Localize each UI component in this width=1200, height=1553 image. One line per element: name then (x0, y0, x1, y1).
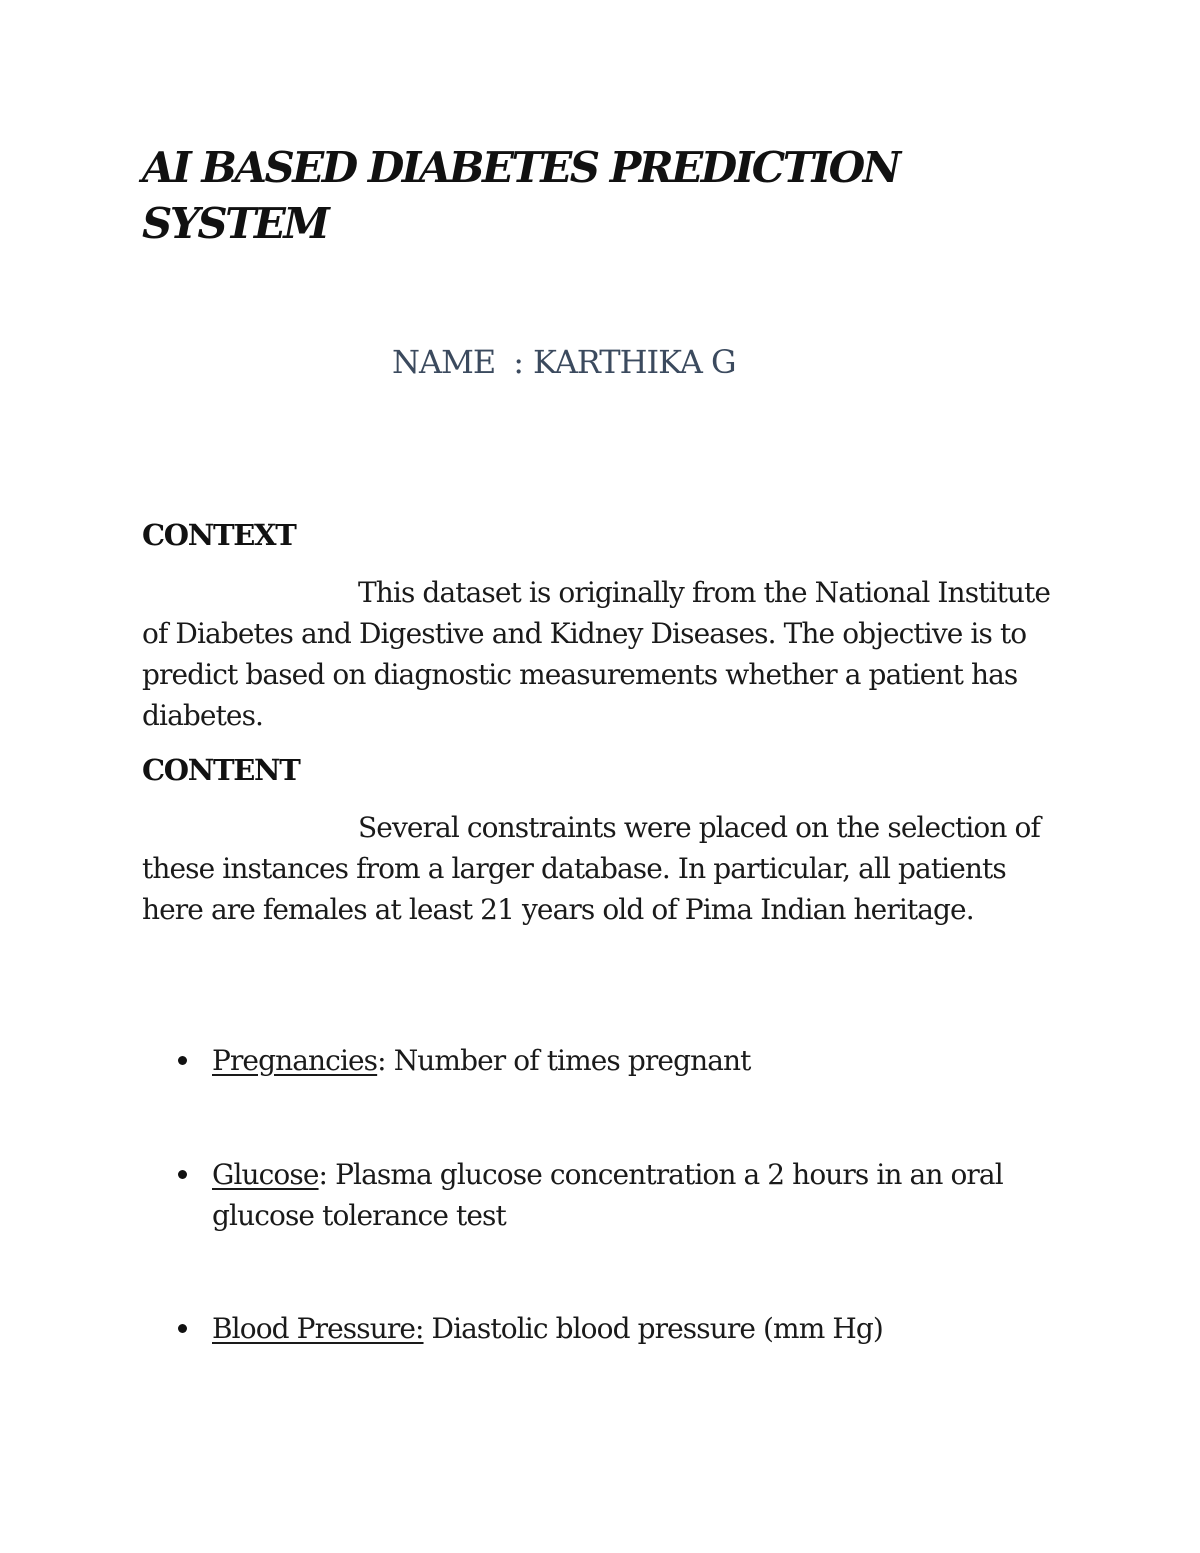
section-heading-content: CONTENT (142, 753, 300, 787)
list-item (142, 1154, 1022, 1236)
document-title: AI BASED DIABETES PREDICTION SYSTEM (142, 143, 899, 248)
list-item (142, 1308, 1022, 1349)
section-paragraph-content: Several constraints were placed on the selection of these instances from a larger database. In particular, all patients here are females at least 21 years old of Pima Indian heritage. (142, 811, 1040, 926)
bullet-icon (178, 1170, 187, 1179)
feature-term: Glucose (212, 1158, 319, 1191)
feature-description: Diastolic blood pressure (mm Hg) (423, 1312, 883, 1345)
section-heading-context: CONTEXT (142, 518, 296, 552)
feature-description: Plasma glucose concentration a 2 hours in an oral glucose tolerance test (212, 1158, 1003, 1232)
feature-separator: : (318, 1158, 328, 1191)
section-paragraph-context: This dataset is originally from the National Institute of Diabetes and Digestive and Kidney Diseases. The objective is to predict based on diagnostic measurements whether a patient has diabetes. (142, 576, 1051, 732)
name-separator: : (513, 343, 524, 381)
list-item (142, 1040, 1022, 1081)
bullet-icon (178, 1324, 187, 1333)
bullet-icon (178, 1056, 187, 1065)
feature-description: Number of times pregnant (385, 1044, 751, 1077)
author-name-line (392, 340, 736, 384)
author-name: KARTHIKA G (533, 343, 736, 381)
feature-term: Blood Pressure: (212, 1312, 424, 1345)
name-label: NAME (392, 343, 496, 381)
feature-separator: : (377, 1044, 386, 1077)
feature-term: Pregnancies (212, 1044, 378, 1077)
